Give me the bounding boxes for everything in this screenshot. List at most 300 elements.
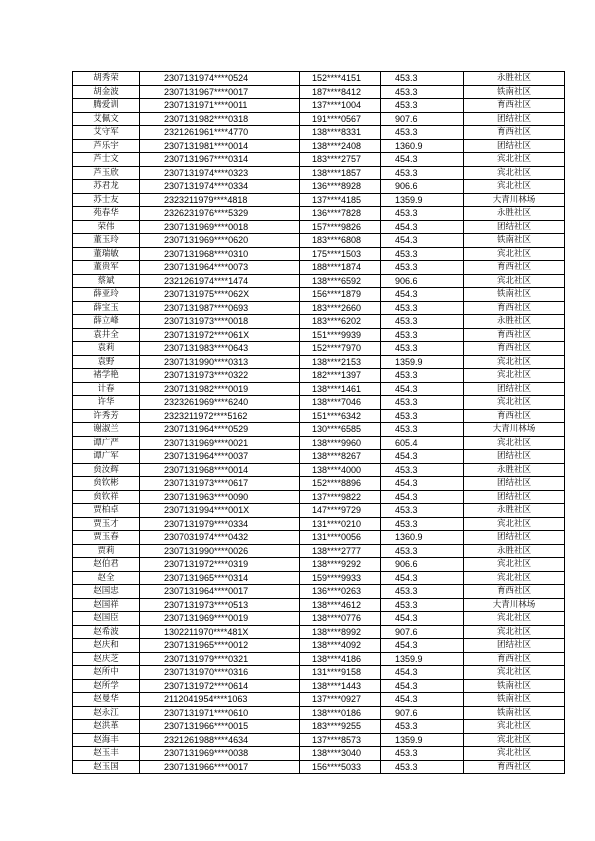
cell-name: 赵玉国 [73,760,140,774]
cell-id-number: 2307131974****0524 [140,72,300,86]
cell-amount: 907.6 [381,625,464,639]
cell-community: 团结社区 [464,112,565,126]
table-row [73,220,565,234]
cell-community: 团结社区 [464,639,565,653]
cell-id-number: 2307131990****0026 [140,544,300,558]
cell-name: 艾佩文 [73,112,140,126]
table-row [73,544,565,558]
cell-name: 胡秀荣 [73,72,140,86]
cell-name: 赵所中 [73,666,140,680]
table-row [73,166,565,180]
cell-phone: 138****3040 [300,747,381,761]
table-row [73,612,565,626]
cell-phone: 156****5033 [300,760,381,774]
cell-phone: 138****6592 [300,274,381,288]
cell-id-number: 2307131968****0014 [140,463,300,477]
cell-community: 宾北社区 [464,747,565,761]
table-row [73,652,565,666]
cell-amount: 453.3 [381,463,464,477]
cell-community: 团结社区 [464,139,565,153]
cell-amount: 454.3 [381,612,464,626]
cell-phone: 183****2660 [300,301,381,315]
cell-name: 薛立峰 [73,315,140,329]
cell-name: 袁井全 [73,328,140,342]
cell-amount: 453.3 [381,315,464,329]
cell-amount: 454.3 [381,153,464,167]
cell-amount: 453.3 [381,85,464,99]
table-row [73,436,565,450]
table-row [73,112,565,126]
cell-amount: 453.3 [381,585,464,599]
cell-name: 薛宝玉 [73,301,140,315]
cell-name: 许华 [73,396,140,410]
cell-id-number: 2307131974****0323 [140,166,300,180]
cell-community: 育西社区 [464,342,565,356]
cell-id-number: 2307031974****0432 [140,531,300,545]
cell-amount: 454.3 [381,382,464,396]
cell-id-number: 2307131975****062X [140,288,300,302]
cell-amount: 453.3 [381,747,464,761]
cell-phone: 138****2408 [300,139,381,153]
cell-id-number: 2307131971****0610 [140,706,300,720]
cell-community: 铁南社区 [464,85,565,99]
cell-name: 褚学艳 [73,369,140,383]
cell-phone: 131****0056 [300,531,381,545]
cell-phone: 136****8928 [300,180,381,194]
cell-name: 赵国祥 [73,598,140,612]
cell-amount: 453.3 [381,517,464,531]
cell-id-number: 2307131972****0319 [140,558,300,572]
cell-name: 董贵军 [73,261,140,275]
table-row [73,423,565,437]
cell-id-number: 2307131964****0073 [140,261,300,275]
cell-id-number: 2307131972****0614 [140,679,300,693]
cell-amount: 906.6 [381,274,464,288]
table-row [73,733,565,747]
cell-phone: 182****1397 [300,369,381,383]
cell-phone: 138****9960 [300,436,381,450]
cell-community: 团结社区 [464,220,565,234]
cell-community: 宾北社区 [464,733,565,747]
cell-community: 铁南社区 [464,693,565,707]
cell-id-number: 2307131979****0321 [140,652,300,666]
table-row [73,477,565,491]
cell-community: 团结社区 [464,382,565,396]
cell-community: 大青川林场 [464,193,565,207]
cell-amount: 1359.9 [381,193,464,207]
table-row [73,274,565,288]
cell-id-number: 2323261969****6240 [140,396,300,410]
cell-phone: 138****0776 [300,612,381,626]
cell-phone: 138****4612 [300,598,381,612]
cell-community: 团结社区 [464,450,565,464]
cell-amount: 454.3 [381,450,464,464]
cell-id-number: 2307131994****001X [140,504,300,518]
cell-id-number: 2307131972****061X [140,328,300,342]
cell-id-number: 2307131965****0012 [140,639,300,653]
cell-name: 赵庆和 [73,639,140,653]
cell-amount: 453.3 [381,423,464,437]
cell-id-number: 2307131969****0018 [140,220,300,234]
cell-id-number: 2307131974****0334 [140,180,300,194]
cell-name: 谭广军 [73,450,140,464]
cell-id-number: 2307131967****0017 [140,85,300,99]
cell-community: 永胜社区 [464,72,565,86]
table-row [73,760,565,774]
cell-community: 团结社区 [464,477,565,491]
cell-name: 赵国忠 [73,585,140,599]
cell-community: 铁南社区 [464,234,565,248]
cell-phone: 136****7828 [300,207,381,221]
table-row [73,571,565,585]
cell-community: 宾北社区 [464,274,565,288]
cell-id-number: 2321261988****4634 [140,733,300,747]
cell-id-number: 2307131982****0019 [140,382,300,396]
table-row [73,328,565,342]
table-row [73,625,565,639]
cell-amount: 453.3 [381,342,464,356]
table-row [73,463,565,477]
cell-phone: 156****1879 [300,288,381,302]
cell-phone: 188****1874 [300,261,381,275]
cell-amount: 453.3 [381,207,464,221]
table-row [73,72,565,86]
cell-id-number: 2307131969****0038 [140,747,300,761]
table-row [73,639,565,653]
cell-community: 育西社区 [464,328,565,342]
cell-community: 育西社区 [464,261,565,275]
cell-phone: 152****4151 [300,72,381,86]
table-row [73,558,565,572]
cell-phone: 138****7046 [300,396,381,410]
cell-amount: 453.3 [381,328,464,342]
cell-phone: 151****9939 [300,328,381,342]
table-row [73,207,565,221]
cell-name: 蔡斌 [73,274,140,288]
cell-name: 苏士友 [73,193,140,207]
cell-amount: 453.3 [381,598,464,612]
cell-phone: 130****6585 [300,423,381,437]
cell-phone: 138****0186 [300,706,381,720]
cell-community: 宾北社区 [464,369,565,383]
cell-id-number: 2321261974****1474 [140,274,300,288]
cell-id-number: 2307131973****0322 [140,369,300,383]
cell-phone: 151****6342 [300,409,381,423]
cell-phone: 183****6808 [300,234,381,248]
table-row [73,747,565,761]
cell-phone: 137****9822 [300,490,381,504]
cell-name: 赵海丰 [73,733,140,747]
cell-amount: 453.3 [381,99,464,113]
cell-community: 育西社区 [464,99,565,113]
cell-phone: 137****8573 [300,733,381,747]
cell-phone: 138****1857 [300,166,381,180]
table-row [73,517,565,531]
cell-id-number: 2307131964****0017 [140,585,300,599]
table-row [73,85,565,99]
table-row [73,355,565,369]
table-row [73,342,565,356]
cell-id-number: 1302211970****481X [140,625,300,639]
cell-community: 宾北社区 [464,625,565,639]
cell-community: 宾北社区 [464,612,565,626]
cell-community: 大青川林场 [464,598,565,612]
cell-name: 贠汝辉 [73,463,140,477]
cell-phone: 191****0567 [300,112,381,126]
cell-id-number: 2307131981****0014 [140,139,300,153]
cell-name: 芦乐宇 [73,139,140,153]
table-row [73,450,565,464]
cell-amount: 453.3 [381,261,464,275]
cell-community: 大青川林场 [464,423,565,437]
cell-id-number: 2307131968****0310 [140,247,300,261]
cell-name: 贠钦彬 [73,477,140,491]
cell-amount: 454.3 [381,679,464,693]
cell-id-number: 2307131973****0513 [140,598,300,612]
table-row [73,531,565,545]
cell-name: 贾柏卓 [73,504,140,518]
cell-id-number: 2307131966****0015 [140,720,300,734]
cell-name: 赵伯君 [73,558,140,572]
cell-amount: 906.6 [381,558,464,572]
table-row [73,409,565,423]
cell-community: 永胜社区 [464,463,565,477]
table-row [73,693,565,707]
cell-phone: 152****8896 [300,477,381,491]
cell-name: 苑春华 [73,207,140,221]
cell-amount: 906.6 [381,180,464,194]
cell-community: 宾北社区 [464,436,565,450]
cell-id-number: 2307131973****0018 [140,315,300,329]
cell-amount: 605.4 [381,436,464,450]
cell-phone: 131****0210 [300,517,381,531]
cell-phone: 137****4185 [300,193,381,207]
table-row [73,504,565,518]
cell-community: 宾北社区 [464,517,565,531]
cell-id-number: 2307131990****0313 [140,355,300,369]
cell-phone: 187****8412 [300,85,381,99]
cell-amount: 454.3 [381,571,464,585]
cell-amount: 454.3 [381,639,464,653]
cell-amount: 454.3 [381,693,464,707]
cell-community: 铁南社区 [464,679,565,693]
cell-name: 贠钦祥 [73,490,140,504]
cell-amount: 1359.9 [381,652,464,666]
table-row [73,679,565,693]
cell-id-number: 2321261961****4770 [140,126,300,140]
cell-community: 永胜社区 [464,504,565,518]
table-row [73,382,565,396]
cell-phone: 138****4000 [300,463,381,477]
cell-community: 宾北社区 [464,396,565,410]
cell-phone: 138****8992 [300,625,381,639]
cell-name: 贾莉 [73,544,140,558]
cell-phone: 138****4186 [300,652,381,666]
table-row [73,139,565,153]
cell-id-number: 2323211972****5162 [140,409,300,423]
cell-name: 许秀芳 [73,409,140,423]
cell-name: 赵曼华 [73,693,140,707]
cell-name: 贾玉才 [73,517,140,531]
table-row [73,193,565,207]
table-row [73,99,565,113]
cell-amount: 453.3 [381,247,464,261]
roster-body [73,72,565,774]
cell-phone: 147****9729 [300,504,381,518]
cell-phone: 137****1004 [300,99,381,113]
cell-phone: 138****4092 [300,639,381,653]
table-row [73,126,565,140]
table-row [73,369,565,383]
cell-amount: 453.3 [381,166,464,180]
table-row [73,234,565,248]
cell-phone: 137****0927 [300,693,381,707]
cell-community: 宾北社区 [464,558,565,572]
cell-name: 赵庆芝 [73,652,140,666]
table-row [73,666,565,680]
cell-community: 宾北社区 [464,153,565,167]
cell-amount: 1359.9 [381,733,464,747]
cell-amount: 1360.9 [381,531,464,545]
table-row [73,180,565,194]
cell-community: 育西社区 [464,585,565,599]
cell-community: 育西社区 [464,652,565,666]
cell-id-number: 2307131969****0620 [140,234,300,248]
cell-name: 赵国臣 [73,612,140,626]
cell-id-number: 2307131970****0316 [140,666,300,680]
cell-id-number: 2326231976****5329 [140,207,300,221]
cell-amount: 1360.9 [381,139,464,153]
cell-id-number: 2307131971****0011 [140,99,300,113]
cell-amount: 454.3 [381,220,464,234]
cell-id-number: 2307131964****0037 [140,450,300,464]
cell-community: 宾北社区 [464,247,565,261]
cell-id-number: 2307131979****0334 [140,517,300,531]
cell-name: 苏君龙 [73,180,140,194]
cell-amount: 453.3 [381,760,464,774]
cell-amount: 454.3 [381,288,464,302]
cell-community: 永胜社区 [464,207,565,221]
cell-phone: 152****7970 [300,342,381,356]
cell-name: 董瑞敏 [73,247,140,261]
cell-name: 芦玉欣 [73,166,140,180]
table-row [73,585,565,599]
cell-phone: 183****6202 [300,315,381,329]
cell-id-number: 2307131987****0693 [140,301,300,315]
cell-amount: 453.3 [381,369,464,383]
cell-id-number: 2307131969****0019 [140,612,300,626]
cell-amount: 453.3 [381,396,464,410]
cell-name: 腾爱训 [73,99,140,113]
cell-id-number: 2323211979****4818 [140,193,300,207]
cell-name: 袁莉 [73,342,140,356]
cell-id-number: 2307131966****0017 [140,760,300,774]
cell-phone: 183****9255 [300,720,381,734]
cell-community: 宾北社区 [464,355,565,369]
cell-id-number: 2307131983****0643 [140,342,300,356]
cell-amount: 907.6 [381,112,464,126]
cell-name: 谭广严 [73,436,140,450]
cell-phone: 183****2757 [300,153,381,167]
cell-community: 宾北社区 [464,180,565,194]
cell-community: 团结社区 [464,531,565,545]
cell-community: 永胜社区 [464,315,565,329]
table-row [73,315,565,329]
table-row [73,288,565,302]
cell-community: 宾北社区 [464,720,565,734]
table-row [73,153,565,167]
table-row [73,720,565,734]
cell-community: 宾北社区 [464,166,565,180]
cell-id-number: 2307131965****0314 [140,571,300,585]
cell-id-number: 2307131969****0021 [140,436,300,450]
cell-community: 团结社区 [464,490,565,504]
cell-name: 谢淑兰 [73,423,140,437]
cell-amount: 453.3 [381,720,464,734]
cell-name: 荣伟 [73,220,140,234]
cell-name: 艾守军 [73,126,140,140]
cell-phone: 138****8267 [300,450,381,464]
cell-name: 薛亚玲 [73,288,140,302]
cell-amount: 453.3 [381,544,464,558]
cell-name: 袁野 [73,355,140,369]
cell-community: 永胜社区 [464,544,565,558]
cell-amount: 453.3 [381,409,464,423]
table-row [73,706,565,720]
cell-name: 胡金波 [73,85,140,99]
cell-id-number: 2112041954****1063 [140,693,300,707]
cell-name: 董玉玲 [73,234,140,248]
cell-amount: 454.3 [381,477,464,491]
cell-phone: 138****8331 [300,126,381,140]
cell-amount: 453.3 [381,301,464,315]
cell-community: 铁南社区 [464,288,565,302]
roster-table [72,71,565,774]
table-row [73,247,565,261]
cell-name: 计春 [73,382,140,396]
cell-community: 育西社区 [464,301,565,315]
cell-phone: 136****0263 [300,585,381,599]
cell-name: 赵全 [73,571,140,585]
cell-id-number: 2307131973****0617 [140,477,300,491]
cell-phone: 138****1443 [300,679,381,693]
cell-name: 贾玉春 [73,531,140,545]
cell-amount: 453.3 [381,126,464,140]
cell-name: 赵所学 [73,679,140,693]
cell-name: 赵希波 [73,625,140,639]
cell-id-number: 2307131967****0314 [140,153,300,167]
cell-id-number: 2307131963****0090 [140,490,300,504]
cell-phone: 138****2777 [300,544,381,558]
cell-community: 宾北社区 [464,666,565,680]
cell-community: 铁南社区 [464,706,565,720]
cell-amount: 907.6 [381,706,464,720]
cell-name: 赵玉丰 [73,747,140,761]
cell-phone: 175****1503 [300,247,381,261]
cell-id-number: 2307131982****0318 [140,112,300,126]
cell-amount: 453.3 [381,504,464,518]
cell-community: 育西社区 [464,126,565,140]
cell-name: 赵永江 [73,706,140,720]
cell-amount: 1359.9 [381,355,464,369]
cell-name: 赵洪革 [73,720,140,734]
cell-amount: 454.3 [381,490,464,504]
cell-id-number: 2307131964****0529 [140,423,300,437]
table-row [73,490,565,504]
cell-phone: 138****2153 [300,355,381,369]
cell-phone: 131****9158 [300,666,381,680]
cell-community: 育西社区 [464,409,565,423]
